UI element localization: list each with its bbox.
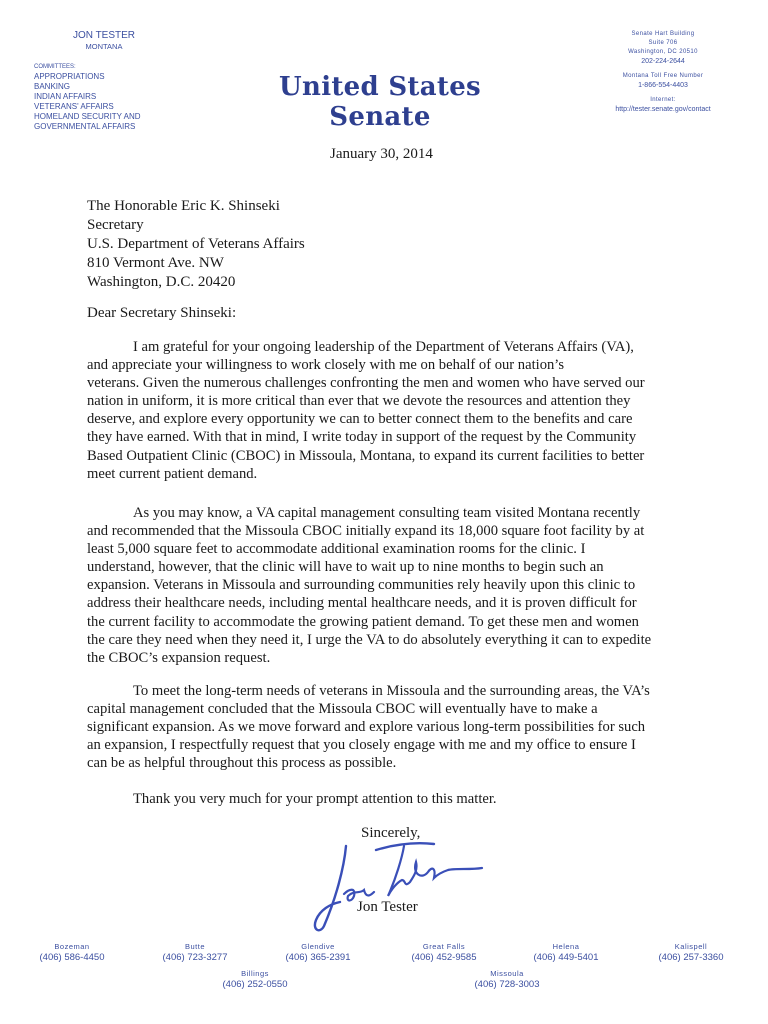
- committee-item: GOVERNMENTAL AFFAIRS: [34, 122, 136, 131]
- committee-item: INDIAN AFFAIRS: [34, 92, 97, 101]
- tollfree-label: Montana Toll Free Number: [622, 73, 704, 79]
- office-bozeman: [17, 941, 127, 963]
- committees-label: COMMITTEES:: [34, 64, 76, 70]
- office-phone-number: (406) 449-5401: [533, 952, 599, 963]
- body-paragraph: [87, 682, 687, 772]
- senator-name: JON TESTER: [72, 30, 136, 41]
- address-line: Washington, D.C. 20420: [87, 274, 236, 290]
- paragraph-line: the CBOC’s expansion request.: [87, 649, 271, 666]
- paragraph-line: I am grateful for your ongoing leadership of the Department of Veterans Affairs (VA),: [133, 339, 634, 355]
- paragraph-line: least 5,000 square feet to accommodate additional examination rooms for the clinic. I: [87, 541, 586, 558]
- senator-block: [60, 30, 148, 52]
- office-phone-number: (406) 586-4450: [39, 952, 105, 963]
- paragraph-line: expansion. Veterans in Missoula and surrounding communities rely heavily upon this clinic to: [87, 577, 636, 594]
- paragraph-line: deserve, and explore every opportunity we can to better connect them to the benefits and care: [87, 411, 633, 428]
- committee-item: HOMELAND SECURITY AND: [34, 112, 141, 121]
- body-paragraph: [87, 790, 687, 808]
- recipient-address: [87, 197, 305, 292]
- office-city-name: Glendive: [301, 942, 335, 951]
- office-phone: 202-224-2644: [641, 58, 685, 65]
- paragraph-line: and recommended that the Missoula CBOC initially expand its 18,000 square foot facility by at: [87, 523, 645, 540]
- paragraph-line: As you may know, a VA capital management consulting team visited Montana recently: [133, 505, 641, 521]
- senator-state: MONTANA: [85, 42, 123, 51]
- committees-list: [34, 62, 141, 132]
- office-city-name: Helena: [552, 942, 580, 951]
- office-phone-number: (406) 728-3003: [474, 979, 540, 990]
- salutation: Dear Secretary Shinseki:: [87, 305, 237, 321]
- office-city-name: Bozeman: [54, 942, 90, 951]
- paragraph-line: To meet the long-term needs of veterans in Missoula and the surrounding areas, the VA’s: [133, 683, 650, 699]
- closing: Sincerely,: [361, 825, 421, 841]
- address-line: 810 Vermont Ave. NW: [87, 255, 224, 271]
- office-glendive: [263, 941, 373, 963]
- office-missoula: [452, 968, 562, 990]
- paragraph-line: significant expansion. As we move forward and explore various long-term possibilities for such: [87, 719, 646, 736]
- paragraph-line: veterans. Given the numerous challenges confronting the men and women who have served our: [87, 375, 645, 392]
- office-phone-number: (406) 257-3360: [658, 952, 724, 963]
- office-phone-number: (406) 252-0550: [222, 979, 288, 990]
- internet-label: Internet:: [650, 97, 676, 103]
- office-city-name: Butte: [184, 942, 205, 951]
- office-phone-number: (406) 365-2391: [285, 952, 351, 963]
- paragraph-line: nation in uniform, it is more critical than ever that we devote the resources and attention they: [87, 393, 631, 410]
- dc-office-block: [598, 30, 728, 114]
- office-suite: Suite 706: [648, 40, 678, 46]
- office-city-name: Great Falls: [422, 942, 466, 951]
- body-paragraph: [87, 338, 687, 483]
- office-billings: [200, 968, 310, 990]
- address-line: Secretary: [87, 217, 144, 233]
- committee-item: APPROPRIATIONS: [34, 72, 105, 81]
- tollfree-number: 1-866-554-4403: [638, 82, 688, 89]
- office-phone-number: (406) 723-3277: [162, 952, 228, 963]
- paragraph-line: address their healthcare needs, including mental healthcare needs, and it is proven difficult for: [87, 595, 637, 612]
- office-city-name: Kalispell: [674, 942, 708, 951]
- body-paragraph: [87, 504, 687, 667]
- office-kalispell: [636, 941, 746, 963]
- senate-masthead: United States Senate: [279, 72, 481, 132]
- committee-item: BANKING: [34, 82, 71, 91]
- office-city-name: Missoula: [490, 969, 524, 978]
- office-helena: [511, 941, 621, 963]
- paragraph-line: capital management concluded that the Missoula CBOC will eventually have to make a: [87, 701, 598, 718]
- office-building: Senate Hart Building: [631, 31, 695, 37]
- paragraph-line: an expansion, I respectfully request that you closely engage with me and my office to ensure I: [87, 737, 636, 754]
- paragraph-line: the care they need when they need it, I urge the VA to do absolutely everything it can to expedite: [87, 631, 652, 648]
- committee-item: VETERANS' AFFAIRS: [34, 102, 114, 111]
- paragraph-line: Based Outpatient Clinic (CBOC) in Missoula, Montana, to expand its current facilities to better: [87, 447, 645, 464]
- address-line: The Honorable Eric K. Shinseki: [87, 198, 280, 214]
- address-line: U.S. Department of Veterans Affairs: [87, 236, 305, 252]
- office-phone-number: (406) 452-9585: [411, 952, 477, 963]
- signatory-name: Jon Tester: [357, 899, 418, 915]
- office-city-name: Billings: [241, 969, 269, 978]
- paragraph-line: understand, however, that the clinic will have to wait up to nine months to begin such an: [87, 559, 604, 576]
- handwritten-signature: [306, 838, 496, 938]
- contact-url[interactable]: http://tester.senate.gov/contact: [615, 106, 711, 113]
- letter-date: January 30, 2014: [330, 146, 433, 162]
- paragraph-line: Thank you very much for your prompt attention to this matter.: [133, 791, 497, 807]
- paragraph-line: they have earned. With that in mind, I write today in support of the request by the Community: [87, 429, 637, 446]
- paragraph-line: the current facility to accommodate the growing patient demand. To get these men and women: [87, 613, 639, 630]
- paragraph-line: and appreciate your willingness to work closely with me on behalf of our nation’s: [87, 357, 565, 374]
- office-butte: [140, 941, 250, 963]
- office-city: Washington, DC 20510: [628, 49, 698, 55]
- paragraph-line: meet current patient demand.: [87, 465, 258, 482]
- office-great-falls: [389, 941, 499, 963]
- paragraph-line: can be as helpful throughout this process as possible.: [87, 755, 397, 772]
